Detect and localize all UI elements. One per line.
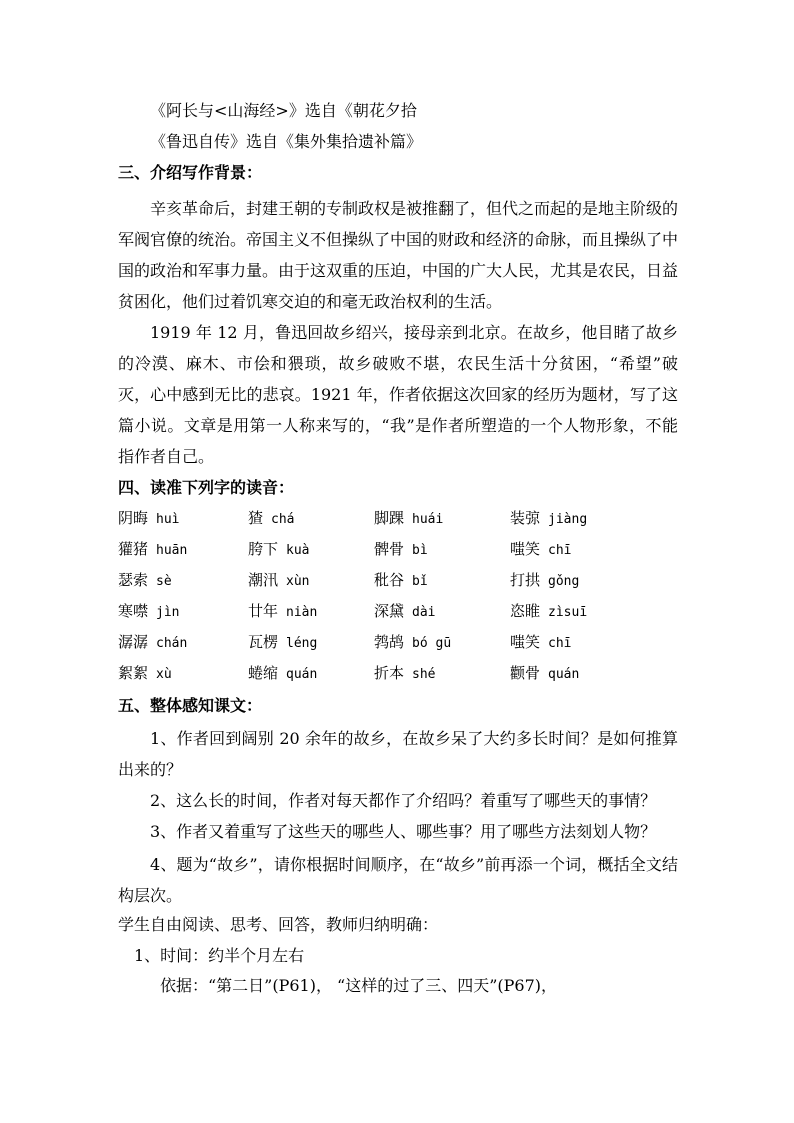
vocab-word: 装弶 [510,509,541,527]
vocab-word: 折本 [374,664,405,682]
vocab-word: 打拱 [510,571,541,589]
pinyin-reading: zìsuī [548,605,588,620]
pinyin-reading: sè [156,574,172,589]
question-4-text: 4、题为“故乡”，请你根据时间顺序，在“故乡”前再添一个词，概括全文结构层次。 [118,855,678,905]
pinyin-cell [248,599,317,625]
pinyin-cell [248,537,310,563]
vocab-word: 廿年 [248,602,279,620]
background-paragraph-1 [118,193,678,317]
background-paragraph-2 [118,317,678,472]
pinyin-reading: xùn [286,574,310,589]
pinyin-cell [248,568,310,594]
pinyin-cell [374,506,443,532]
vocab-word: 阴晦 [118,509,149,527]
pinyin-reading: chī [548,543,572,558]
vocab-word: 恣睢 [510,602,541,620]
vocab-word: 深黛 [374,602,405,620]
pinyin-reading: quán [548,667,580,682]
pinyin-cell [510,661,579,687]
source-line-1: 《阿长与<山海经>》选自《朝花夕拾 [150,101,417,120]
pinyin-reading: chī [548,636,572,651]
vocab-word: 潺潺 [118,633,149,651]
vocab-word: 鹁鸪 [374,633,405,651]
pinyin-reading: dài [412,605,436,620]
pinyin-cell [118,537,187,563]
background-paragraph-1-text: 辛亥革命后，封建王朝的专制政权是被推翻了，但代之而起的是地主阶级的军阀官僚的统治。帝国主义不但操纵了中国的财政和经济的命脉，而且操纵了中国的政治和军事力量。由于这双重的压迫，中国的广大人民，尤其是农民，日益贫困化，他们过着饥寒交迫的和毫无政治权利的生活。 [118,199,679,311]
vocab-word: 脚踝 [374,509,405,527]
answer-basis: 依据：“第二日”(P61)， “这样的过了三、四天”(P67)， [160,976,558,995]
question-2: 2、这么长的时间，作者对每天都作了介绍吗？着重写了哪些天的事情？ [150,791,657,810]
pinyin-cell [118,568,172,594]
vocab-word: 瓦楞 [248,633,279,651]
pinyin-reading: huì [156,512,180,527]
vocab-word: 猹 [248,509,264,527]
pinyin-cell [374,661,436,687]
pinyin-reading: bó gū [412,636,452,651]
pinyin-cell [374,568,428,594]
pinyin-reading: huái [412,512,444,527]
pinyin-reading: chá [271,512,295,527]
answer-1: 1、时间：约半个月左右 [134,946,305,965]
pinyin-cell [248,506,295,532]
question-3: 3、作者又着重写了这些天的哪些人、哪些事？用了哪些方法刻划人物？ [150,822,657,841]
pinyin-reading: léng [286,636,318,651]
vocab-word: 嗤笑 [510,540,541,558]
pinyin-cell [118,599,180,625]
pinyin-reading: bì [412,543,428,558]
pinyin-reading: kuà [286,543,310,558]
vocab-word: 胯下 [248,540,279,558]
vocab-word: 颧骨 [510,664,541,682]
vocab-word: 獾猪 [118,540,149,558]
pinyin-reading: bǐ [412,574,428,589]
pinyin-reading: chán [156,636,188,651]
pinyin-cell [374,537,428,563]
pinyin-reading: quán [286,667,318,682]
pinyin-cell [248,630,317,656]
vocab-word: 髀骨 [374,540,405,558]
section-4-heading: 四、读准下列字的读音： [118,478,295,497]
vocab-word: 絮絮 [118,664,149,682]
pinyin-reading: gǒng [548,574,580,589]
question-1-text: 1、作者回到阔别 20 余年的故乡，在故乡呆了大约多长时间？是如何推算出来的？ [118,729,678,779]
vocab-word: 嗤笑 [510,633,541,651]
question-1 [118,723,678,785]
pinyin-reading: niàn [286,605,318,620]
pinyin-reading: shé [412,667,436,682]
source-line-2: 《鲁迅自传》选自《集外集拾遗补篇》 [150,132,423,151]
pinyin-cell [118,506,180,532]
pinyin-cell [248,661,317,687]
pinyin-reading: jìn [156,605,180,620]
pinyin-reading: jiàng [548,512,588,527]
vocab-word: 寒噤 [118,602,149,620]
pinyin-cell [374,599,436,625]
pinyin-cell [118,661,172,687]
pinyin-cell [510,630,572,656]
background-paragraph-2-text: 1919 年 12 月，鲁迅回故乡绍兴，接母亲到北京。在故乡，他目睹了故乡的冷漠、麻木、市侩和猥琐，故乡破败不堪，农民生活十分贫困，“希望”破灭，心中感到无比的悲哀。1921 年，作者依据这次回家的经历为题材，写了这篇小说。文章是用第一人称来写的，“我”是作者所塑造的一个人物形象，不能指作者自己。 [118,323,678,466]
vocab-word: 蜷缩 [248,664,279,682]
pinyin-cell [510,506,587,532]
pinyin-cell [374,630,451,656]
student-instruction: 学生自由阅读、思考、回答，教师归纳明确： [118,915,439,934]
pinyin-cell [510,599,587,625]
section-5-heading: 五、整体感知课文： [118,696,263,715]
question-4 [118,849,678,911]
pinyin-cell [510,568,579,594]
vocab-word: 秕谷 [374,571,405,589]
pinyin-reading: huān [156,543,188,558]
pinyin-cell [510,537,572,563]
vocab-word: 瑟索 [118,571,149,589]
pinyin-cell [118,630,187,656]
vocab-word: 潮汛 [248,571,279,589]
pinyin-reading: xù [156,667,172,682]
section-3-heading: 三、介绍写作背景： [118,163,263,182]
